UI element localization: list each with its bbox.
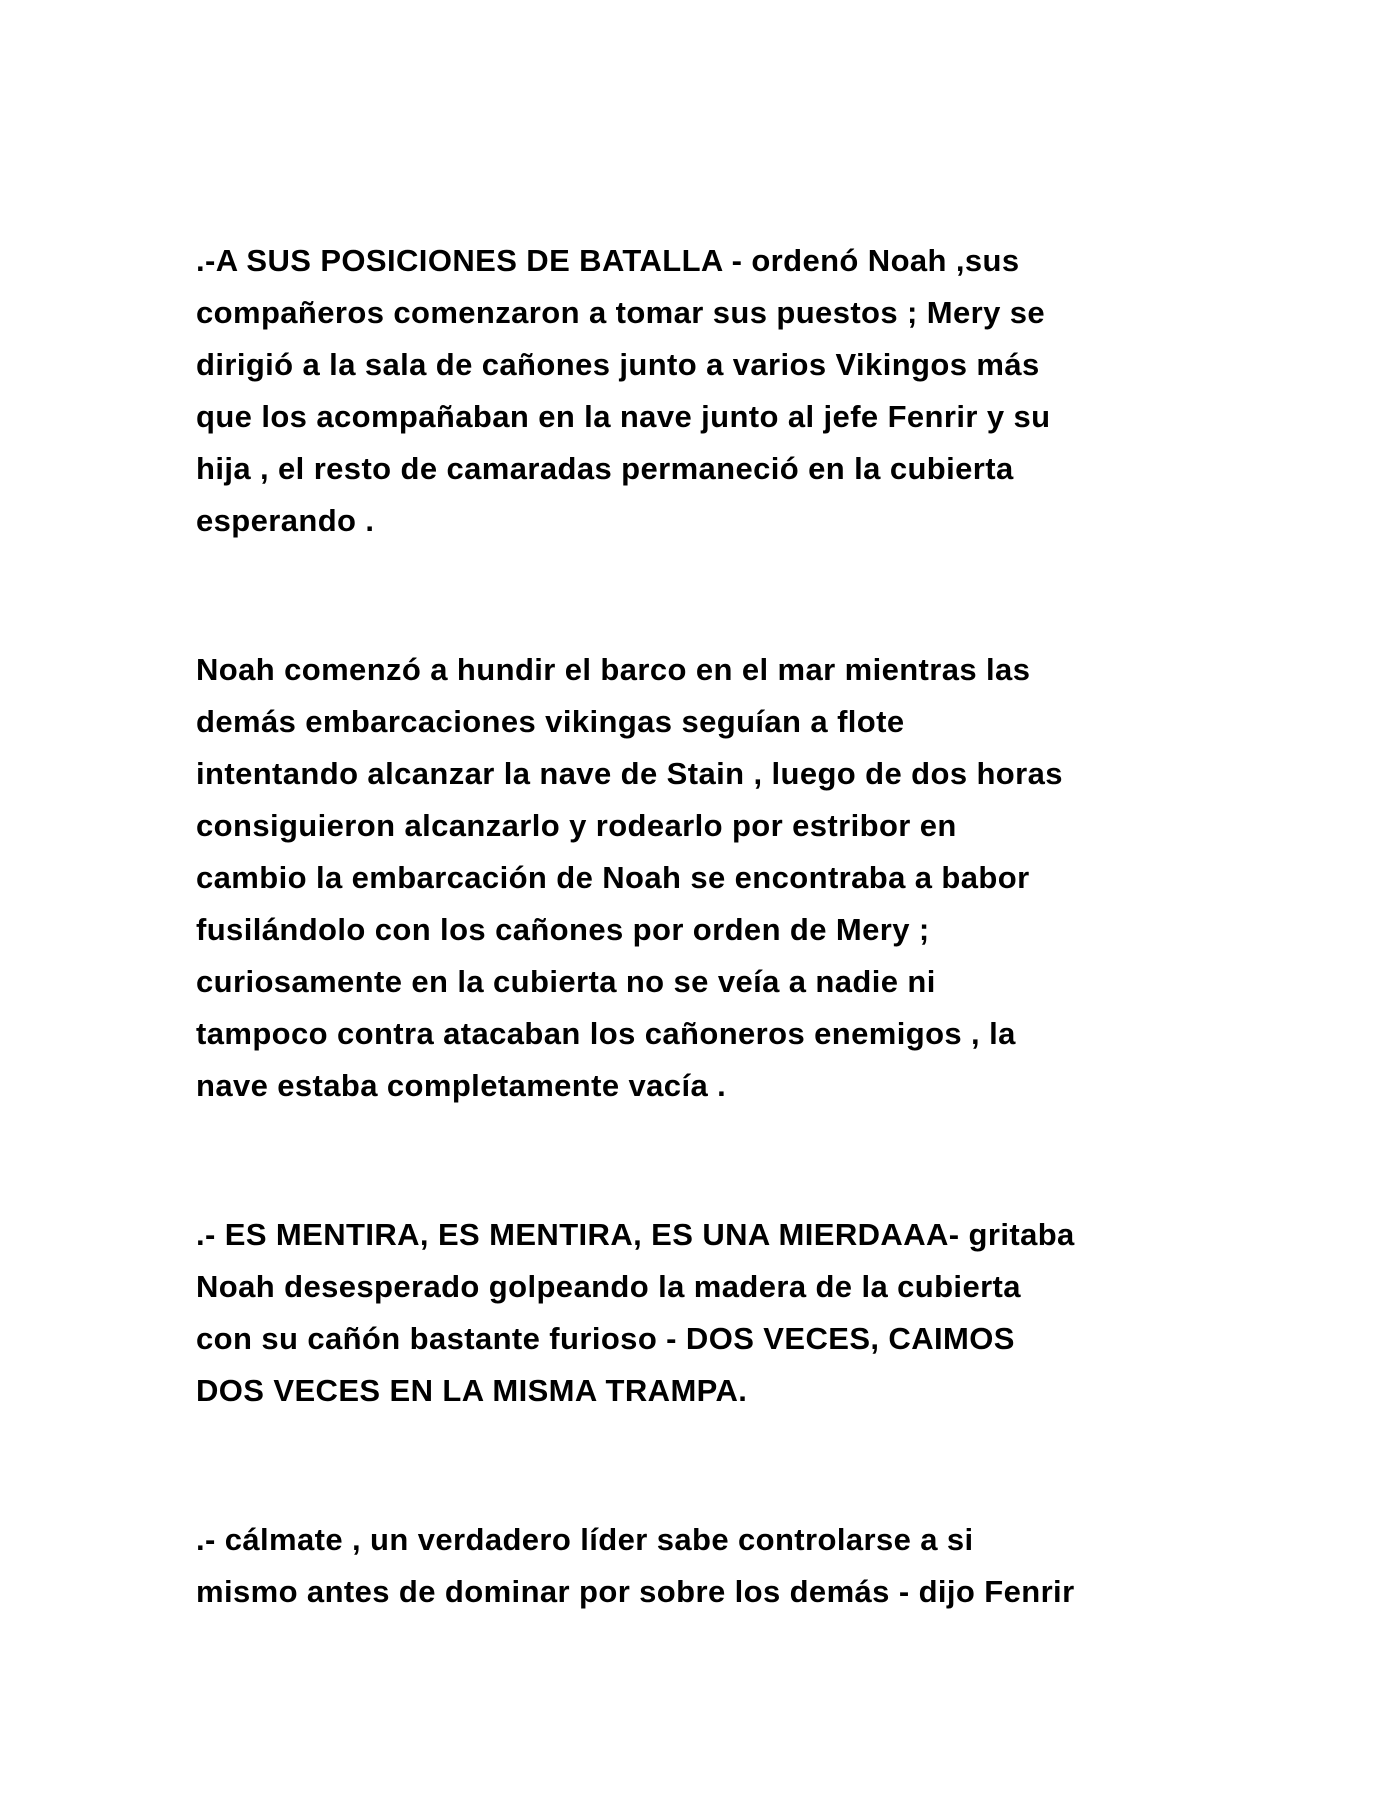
text-line: que los acompañaban en la nave junto al jefe Fenrir y su — [196, 399, 1051, 434]
text-line: curiosamente en la cubierta no se veía a nadie ni — [196, 964, 936, 999]
text-line: consiguieron alcanzarlo y rodearlo por estribor en — [196, 808, 957, 843]
text-line: Noah comenzó a hundir el barco en el mar mientras las — [196, 652, 1031, 687]
text-line: .- ES MENTIRA, ES MENTIRA, ES UNA MIERDAAA- gritaba — [196, 1217, 1075, 1252]
text-line: Noah desesperado golpeando la madera de la cubierta — [196, 1269, 1021, 1304]
text-line: DOS VECES EN LA MISMA TRAMPA. — [196, 1373, 748, 1408]
text-line: .- cálmate , un verdadero líder sabe controlarse a si — [196, 1522, 974, 1557]
text-line: intentando alcanzar la nave de Stain , luego de dos horas — [196, 756, 1063, 791]
paragraph-fenrir-advice — [196, 1514, 1075, 1618]
text-line: cambio la embarcación de Noah se encontraba a babor — [196, 860, 1030, 895]
text-line: nave estaba completamente vacía . — [196, 1068, 727, 1103]
paragraph-battle-orders — [196, 235, 1050, 547]
text-line: esperando . — [196, 503, 375, 538]
text-line: tampoco contra atacaban los cañoneros enemigos , la — [196, 1016, 1016, 1051]
text-line: compañeros comenzaron a tomar sus puestos ; Mery se — [196, 295, 1046, 330]
text-line: .-A SUS POSICIONES DE BATALLA - ordenó Noah ,sus — [196, 243, 1020, 278]
paragraph-naval-attack — [196, 644, 1063, 1112]
text-line: fusilándolo con los cañones por orden de Mery ; — [196, 912, 930, 947]
paragraph-noah-shout — [196, 1209, 1075, 1417]
text-line: hija , el resto de camaradas permaneció en la cubierta — [196, 451, 1014, 486]
text-line: mismo antes de dominar por sobre los demás - dijo Fenrir — [196, 1574, 1075, 1609]
text-line: demás embarcaciones vikingas seguían a flote — [196, 704, 905, 739]
text-line: dirigió a la sala de cañones junto a varios Vikingos más — [196, 347, 1040, 382]
text-line: con su cañón bastante furioso - DOS VECES, CAIMOS — [196, 1321, 1015, 1356]
